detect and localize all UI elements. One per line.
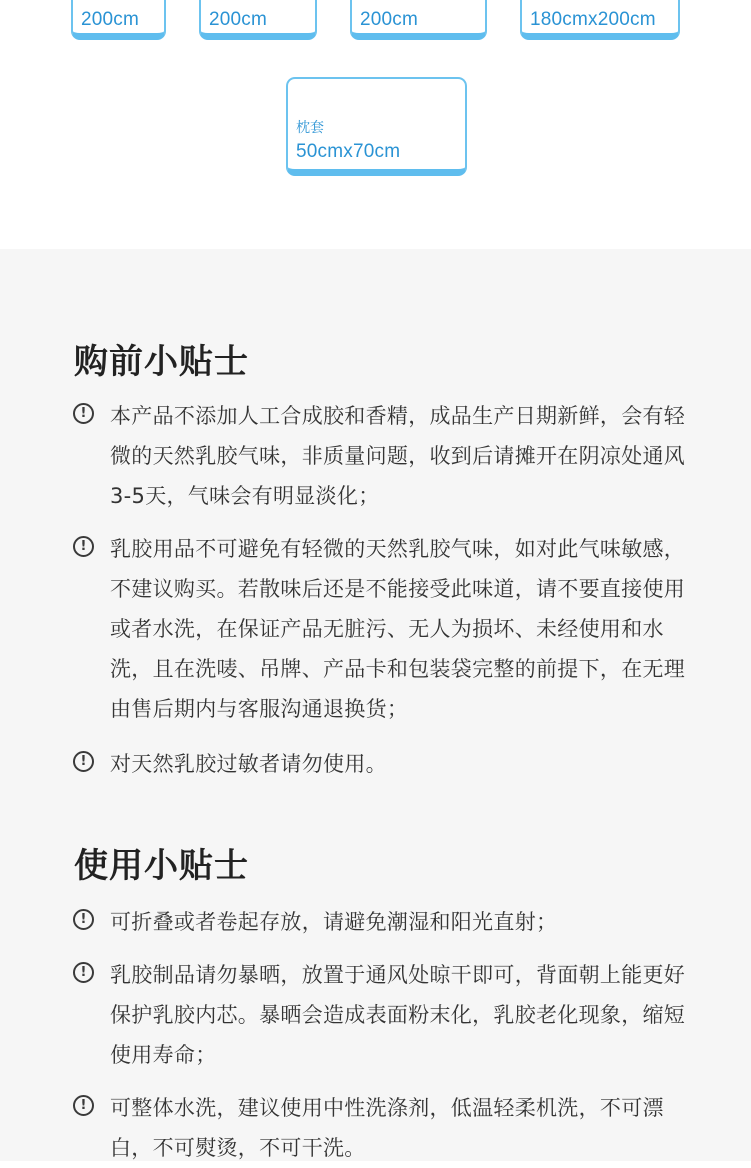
size-card [199,0,317,40]
size-card [71,0,166,40]
size-card-dimension: 200cm [81,9,140,30]
purchase-tip-item [73,529,693,729]
exclamation-circle-icon: ! [73,962,94,983]
usage-tip-item [73,1088,693,1168]
usage-tip-item [73,902,693,942]
pillow-size-card [286,77,467,176]
purchase-tip-item [73,744,693,784]
pillow-card-name: 枕套 [296,120,324,136]
size-card-area [0,0,751,249]
tip-text: 本产品不添加人工合成胶和香精，成品生产日期新鲜，会有轻微的天然乳胶气味，非质量问题，收到后请摊开在阴凉处通风3-5天，气味会有明显淡化； [110,404,686,508]
size-card [520,0,680,40]
exclamation-circle-icon: ! [73,909,94,930]
size-card-dimension: 200cm [209,9,268,30]
usage-tip-item [73,955,693,1075]
tip-text: 对天然乳胶过敏者请勿使用。 [110,752,387,776]
tip-text: 乳胶用品不可避免有轻微的天然乳胶气味，如对此气味敏感，不建议购买。若散味后还是不能接受此味道，请不要直接使用或者水洗，在保证产品无脏污、无人为损坏、未经使用和水洗，且在洗唛、吊牌、产品卡和包装袋完整的前提下，在无理由售后期内与客服沟通退换货； [110,537,686,721]
size-card [350,0,487,40]
exclamation-circle-icon: ! [73,751,94,772]
purchase-tip-item [73,396,693,516]
tip-text: 可整体水洗，建议使用中性洗涤剂，低温轻柔机洗，不可漂白，不可熨烫，不可干洗。 [110,1096,664,1160]
tip-text: 乳胶制品请勿暴晒，放置于通风处晾干即可，背面朝上能更好保护乳胶内芯。暴晒会造成表面粉末化，乳胶老化现象，缩短使用寿命； [110,963,686,1067]
purchase-tips-title: 购前小贴士 [74,342,249,382]
tip-text: 可折叠或者卷起存放，请避免潮湿和阳光直射； [110,910,558,934]
exclamation-circle-icon: ! [73,1095,94,1116]
pillow-card-dimension: 50cmx70cm [296,141,401,162]
size-card-dimension: 180cmx200cm [530,9,656,30]
exclamation-circle-icon: ! [73,536,94,557]
exclamation-circle-icon: ! [73,403,94,424]
usage-tips-title: 使用小贴士 [74,846,249,886]
size-card-dimension: 200cm [360,9,419,30]
